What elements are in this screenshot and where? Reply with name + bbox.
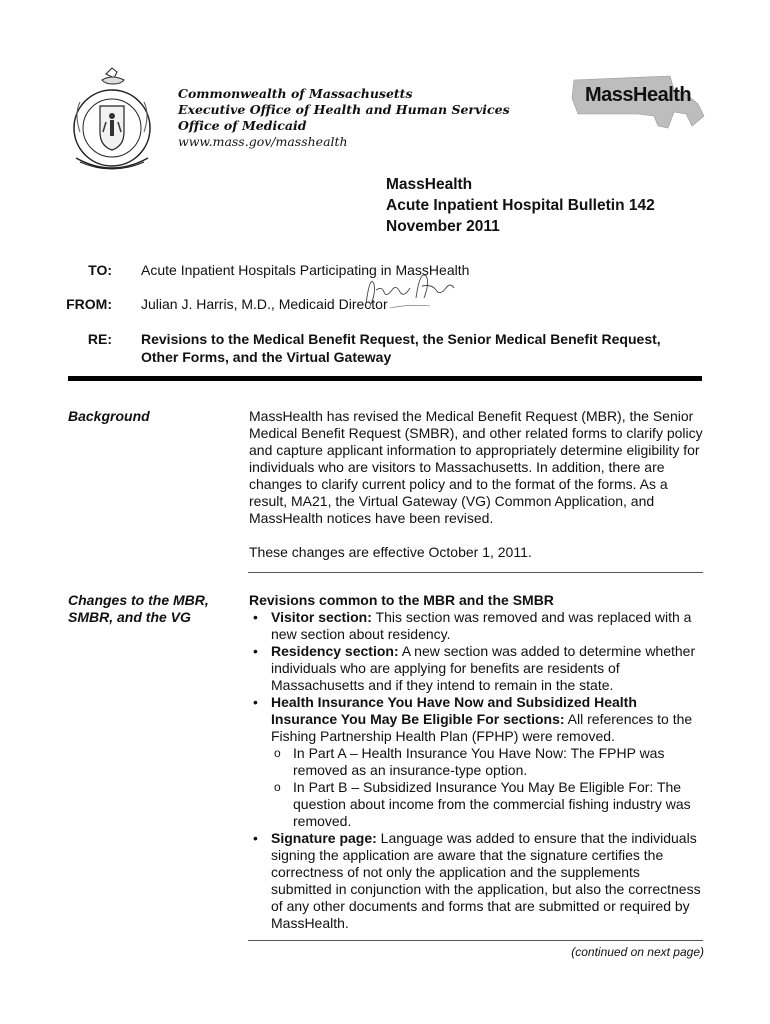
bullet-lead: Signature page: xyxy=(271,830,377,846)
footer-divider xyxy=(248,940,703,941)
sub-bullet-icon: o xyxy=(274,780,281,794)
bullet-icon: • xyxy=(253,830,258,846)
list-item xyxy=(249,609,704,643)
bullet-text: Language was added to ensure that the individuals signing the application are aware that the signature certifies the correctness of not only the application and the supplements submitted in conjunction with the application, but also the correctness of any other documents and forms that are submitted or required by MassHealth. xyxy=(271,830,701,931)
list-item xyxy=(249,643,704,694)
bullet-lead: Health Insurance You Have Now and Subsidized Health Insurance You May Be Eligible For sections: xyxy=(271,694,637,727)
bulletin-program: MassHealth xyxy=(386,176,473,193)
sub-bullet-text: In Part A – Health Insurance You Have Now: The FPHP was removed as an insurance-type option. xyxy=(293,745,665,778)
bulletin-date: November 2011 xyxy=(386,218,500,235)
bullet-icon: • xyxy=(253,609,258,625)
header-divider xyxy=(68,376,702,381)
background-body xyxy=(249,408,704,561)
changes-heading xyxy=(68,592,209,626)
from-value: Julian J. Harris, M.D., Medicaid Director xyxy=(141,296,388,312)
re-label: RE: xyxy=(87,331,112,347)
bullet-text: A new section was added to determine whether individuals who are applying for benefits are residents of Massachusetts and if they intend to remain in the state. xyxy=(271,643,696,693)
re-line1: Revisions to the Medical Benefit Request, the Senior Medical Benefit Request, xyxy=(141,331,661,347)
background-heading: Background xyxy=(68,408,150,424)
sub-list-item xyxy=(271,745,704,779)
letterhead-office: Office of Medicaid xyxy=(178,118,307,133)
to-value: Acute Inpatient Hospitals Participating in MassHealth xyxy=(141,262,470,278)
to-label: TO: xyxy=(88,262,112,278)
changes-body xyxy=(249,592,704,932)
bullet-text: This section was removed and was replaced with a new section about residency. xyxy=(271,609,692,642)
changes-heading-line1: Changes to the MBR, xyxy=(68,592,209,608)
changes-bullet-list xyxy=(249,609,704,932)
bullet-lead: Residency section: xyxy=(271,643,399,659)
masshealth-logo-text: MassHealth xyxy=(585,84,692,106)
bullet-text: All references to the Fishing Partnership Health Plan (FPHP) were removed. xyxy=(271,711,693,744)
letterhead-url: www.mass.gov/masshealth xyxy=(178,134,348,149)
list-item xyxy=(249,830,704,932)
letterhead-eohhs: Executive Office of Health and Human Services xyxy=(178,102,510,117)
changes-heading-line2: SMBR, and the VG xyxy=(68,609,191,625)
section-divider xyxy=(248,572,703,573)
bullet-lead: Visitor section: xyxy=(271,609,372,625)
changes-subheading: Revisions common to the MBR and the SMBR xyxy=(249,592,554,608)
from-label: FROM: xyxy=(66,296,112,312)
massachusetts-seal-icon xyxy=(66,66,158,176)
sub-list-item xyxy=(271,779,704,830)
handwritten-signature xyxy=(360,268,460,316)
letterhead-commonwealth: Commonwealth of Massachusetts xyxy=(178,86,413,101)
background-paragraph-1: MassHealth has revised the Medical Benefit Request (MBR), the Senior Medical Benefit Request (SMBR), and other related forms to clarify policy and capture applicant information to appropriately determine eligibility for individuals who are visitors to Massachusetts. In addition, there are changes to clarify current policy and to the format of the forms. As a result, MA21, the Virtual Gateway (VG) Common Application, and MassHealth notices have been revised. xyxy=(249,408,703,526)
sub-bullet-list xyxy=(271,745,704,830)
re-line2: Other Forms, and the Virtual Gateway xyxy=(141,349,392,365)
bullet-icon: • xyxy=(253,643,258,659)
sub-bullet-text: In Part B – Subsidized Insurance You May Be Eligible For: The question about income from the commercial fishing industry was removed. xyxy=(293,779,691,829)
sub-bullet-icon: o xyxy=(274,746,281,760)
bullet-icon: • xyxy=(253,694,258,710)
list-item xyxy=(249,694,704,830)
continued-note: (continued on next page) xyxy=(571,945,704,959)
background-paragraph-2: These changes are effective October 1, 2011. xyxy=(249,544,532,560)
bulletin-title: Acute Inpatient Hospital Bulletin 142 xyxy=(386,197,655,214)
